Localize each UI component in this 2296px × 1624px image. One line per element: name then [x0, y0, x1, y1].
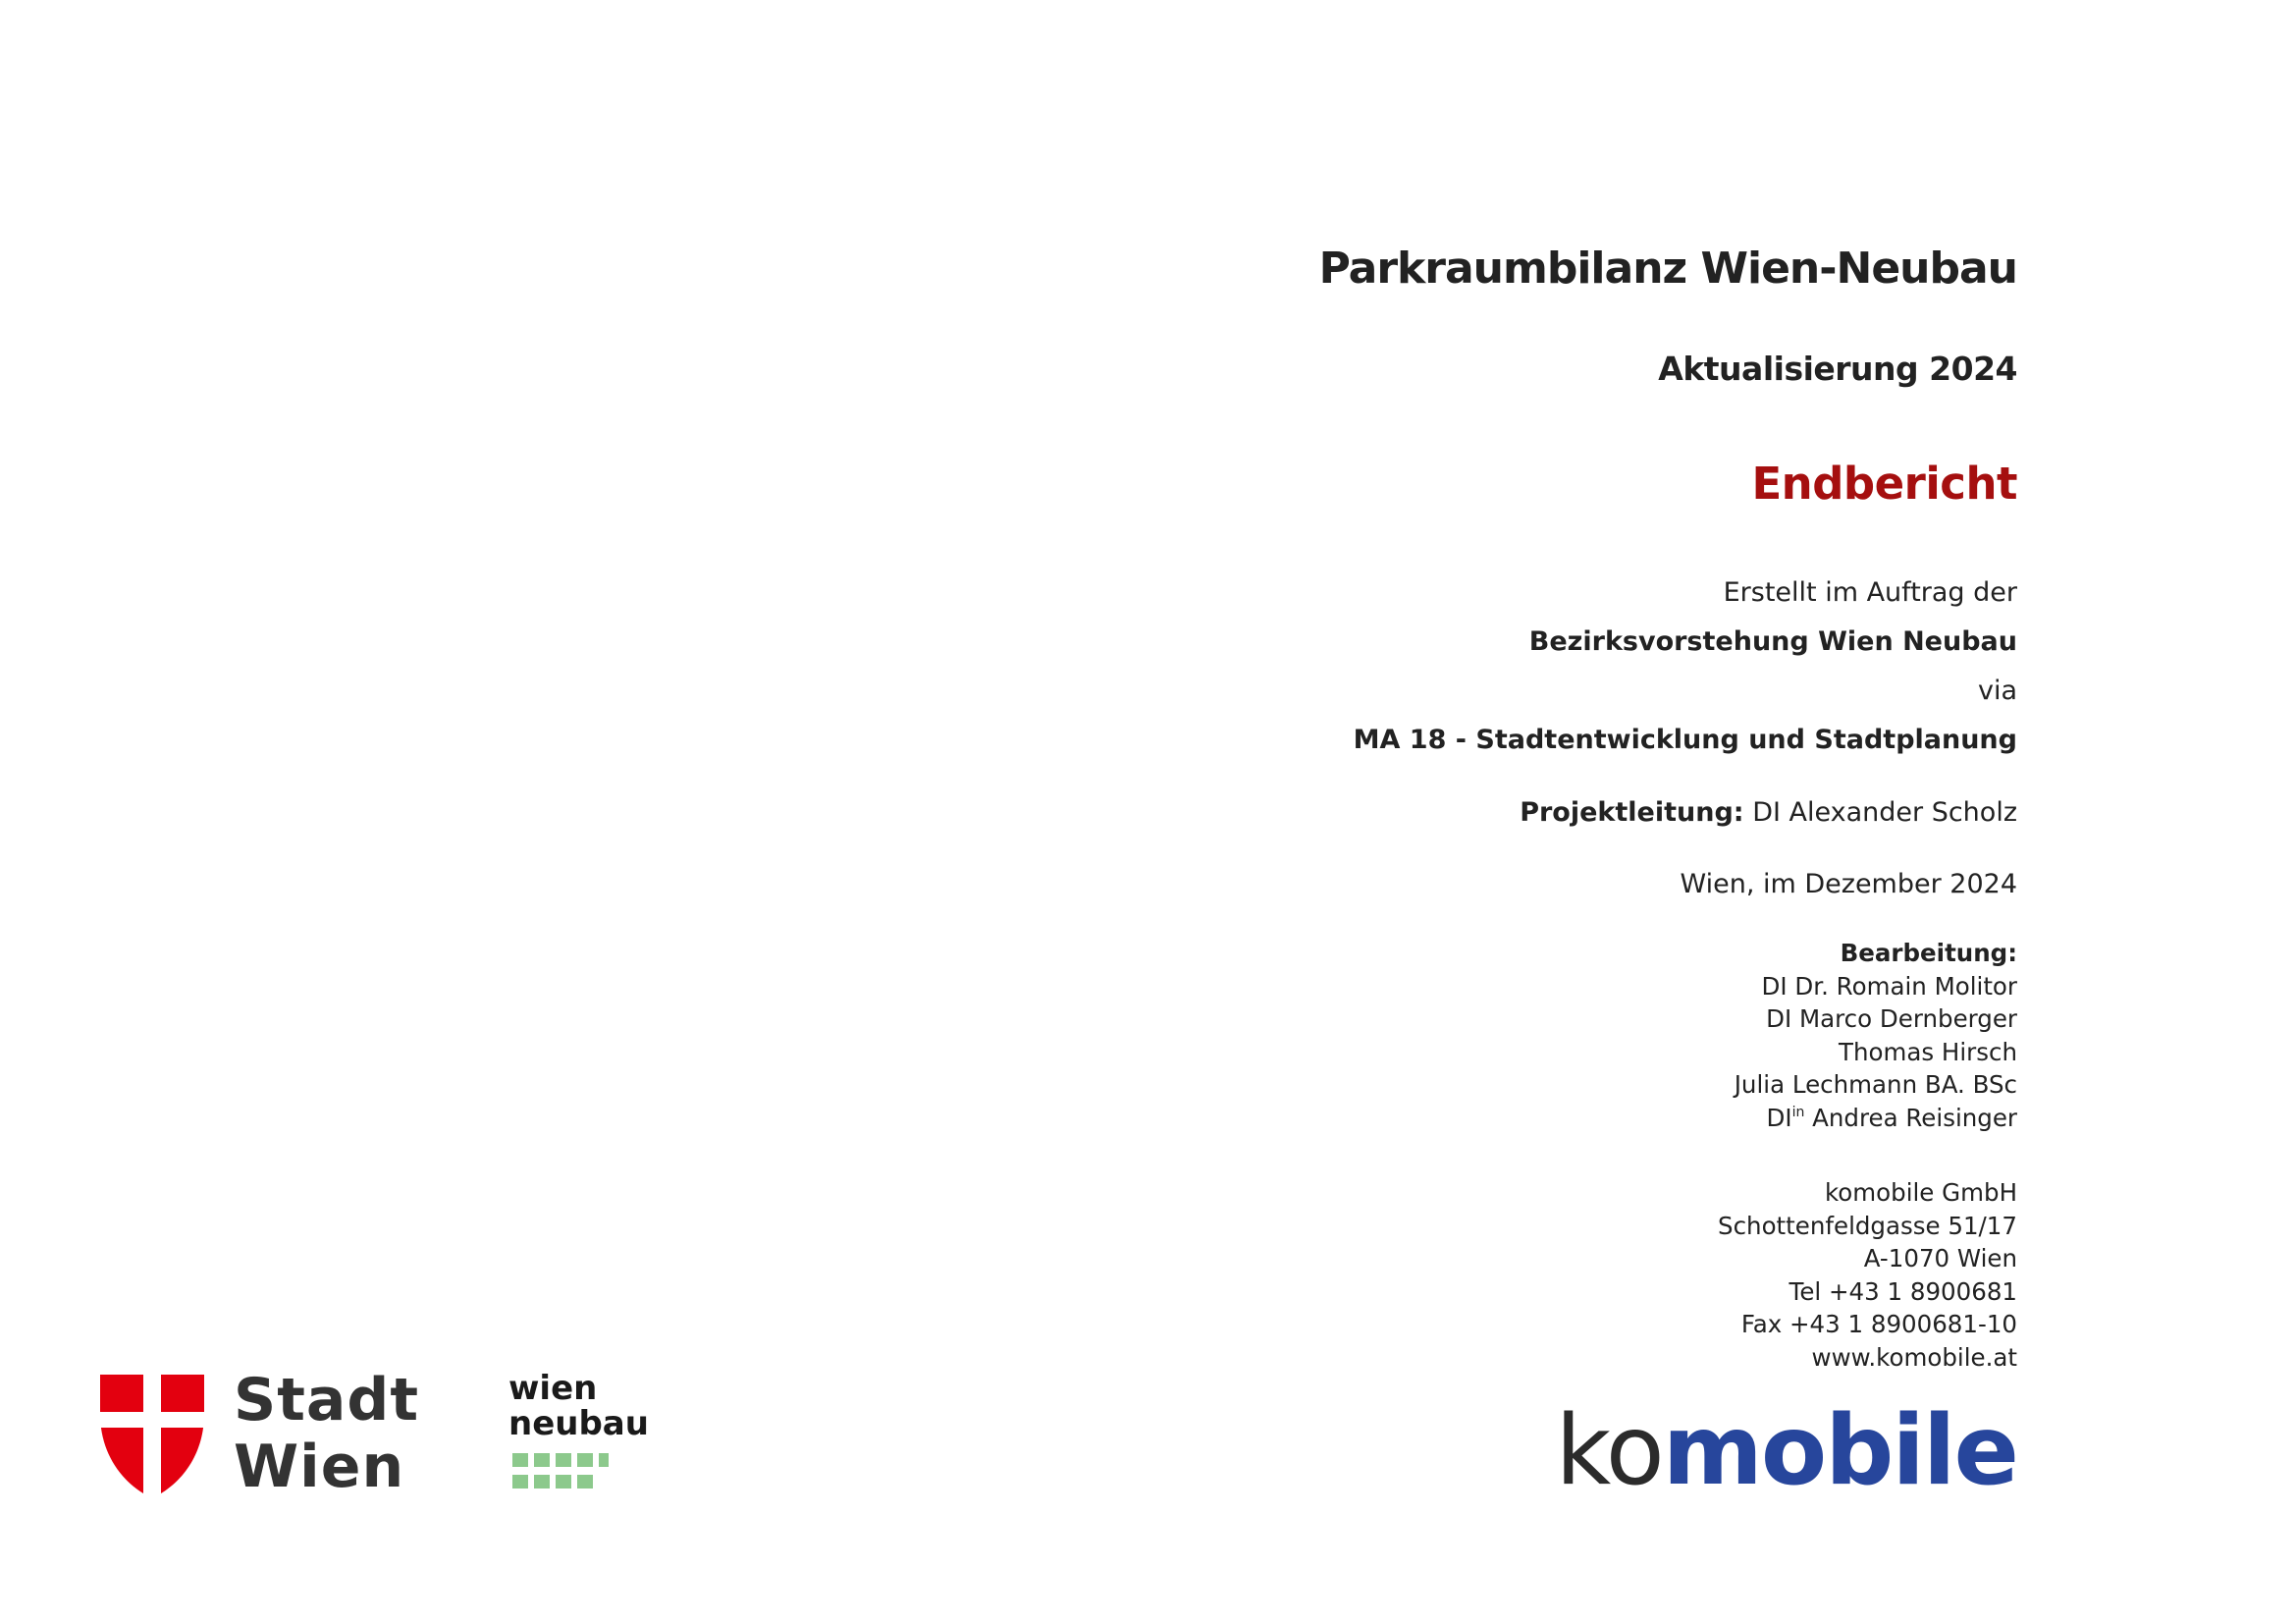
editor-name: DI Dr. Romain Molitor: [1761, 971, 2017, 1001]
wien-coat-of-arms-icon: [98, 1373, 206, 1500]
document-title: Parkraumbilanz Wien-Neubau: [1318, 244, 2017, 294]
company-tel: Tel +43 1 8900681: [1789, 1276, 2017, 1306]
komobile-logo-mobile: mobile: [1662, 1395, 2017, 1507]
editor-title-prefix: DI: [1766, 1103, 1792, 1132]
editor-name: DI Marco Dernberger: [1766, 1004, 2017, 1033]
komobile-logo-ko: ko: [1555, 1395, 1663, 1507]
project-lead-label: Projektleitung:: [1520, 797, 1744, 828]
project-lead-name: DI Alexander Scholz: [1752, 797, 2017, 828]
editor-name-last: [1735, 1102, 2017, 1135]
editor-name: Julia Lechmann BA. BSc: [1734, 1070, 2017, 1099]
company-address: [1718, 1176, 2017, 1374]
commission-via: via: [1977, 676, 2017, 706]
neubau-grid-icon: [512, 1453, 611, 1496]
report-type: Endbericht: [1751, 458, 2017, 510]
wien-neubau-logo: [508, 1371, 675, 1504]
commission-intro: Erstellt im Auftrag der: [1723, 577, 2017, 608]
project-lead: [1520, 797, 2017, 828]
editor-last-name: Andrea Reisinger: [1812, 1103, 2017, 1132]
editors-label: Bearbeitung:: [1840, 939, 2017, 967]
wien-neubau-line2: neubau: [508, 1404, 649, 1443]
commission-department: MA 18 - Stadtentwicklung und Stadtplanung: [1353, 725, 2017, 755]
company-street: Schottenfeldgasse 51/17: [1718, 1211, 2017, 1240]
date-place: Wien, im Dezember 2024: [1680, 869, 2017, 899]
stadt-wien-line1: Stadt: [234, 1366, 420, 1435]
company-city: A-1070 Wien: [1863, 1244, 2017, 1272]
stadt-wien-wordmark: [234, 1367, 419, 1500]
company-fax: Fax +43 1 8900681-10: [1740, 1310, 2017, 1338]
wien-neubau-line1: wien: [508, 1369, 598, 1408]
editors-block: [1735, 937, 2017, 1134]
company-web[interactable]: www.komobile.at: [1811, 1342, 2017, 1372]
stadt-wien-line2: Wien: [234, 1433, 405, 1501]
stadt-wien-logo: [98, 1366, 422, 1502]
editor-name: Thomas Hirsch: [1839, 1037, 2017, 1066]
komobile-logo: [1555, 1395, 2017, 1507]
commission-client: Bezirksvorstehung Wien Neubau: [1528, 626, 2017, 657]
editor-title-superscript: in: [1791, 1104, 1805, 1120]
document-subtitle: Aktualisierung 2024: [1658, 350, 2017, 388]
wien-neubau-wordmark: [508, 1371, 675, 1441]
company-name: komobile GmbH: [1824, 1178, 2017, 1207]
